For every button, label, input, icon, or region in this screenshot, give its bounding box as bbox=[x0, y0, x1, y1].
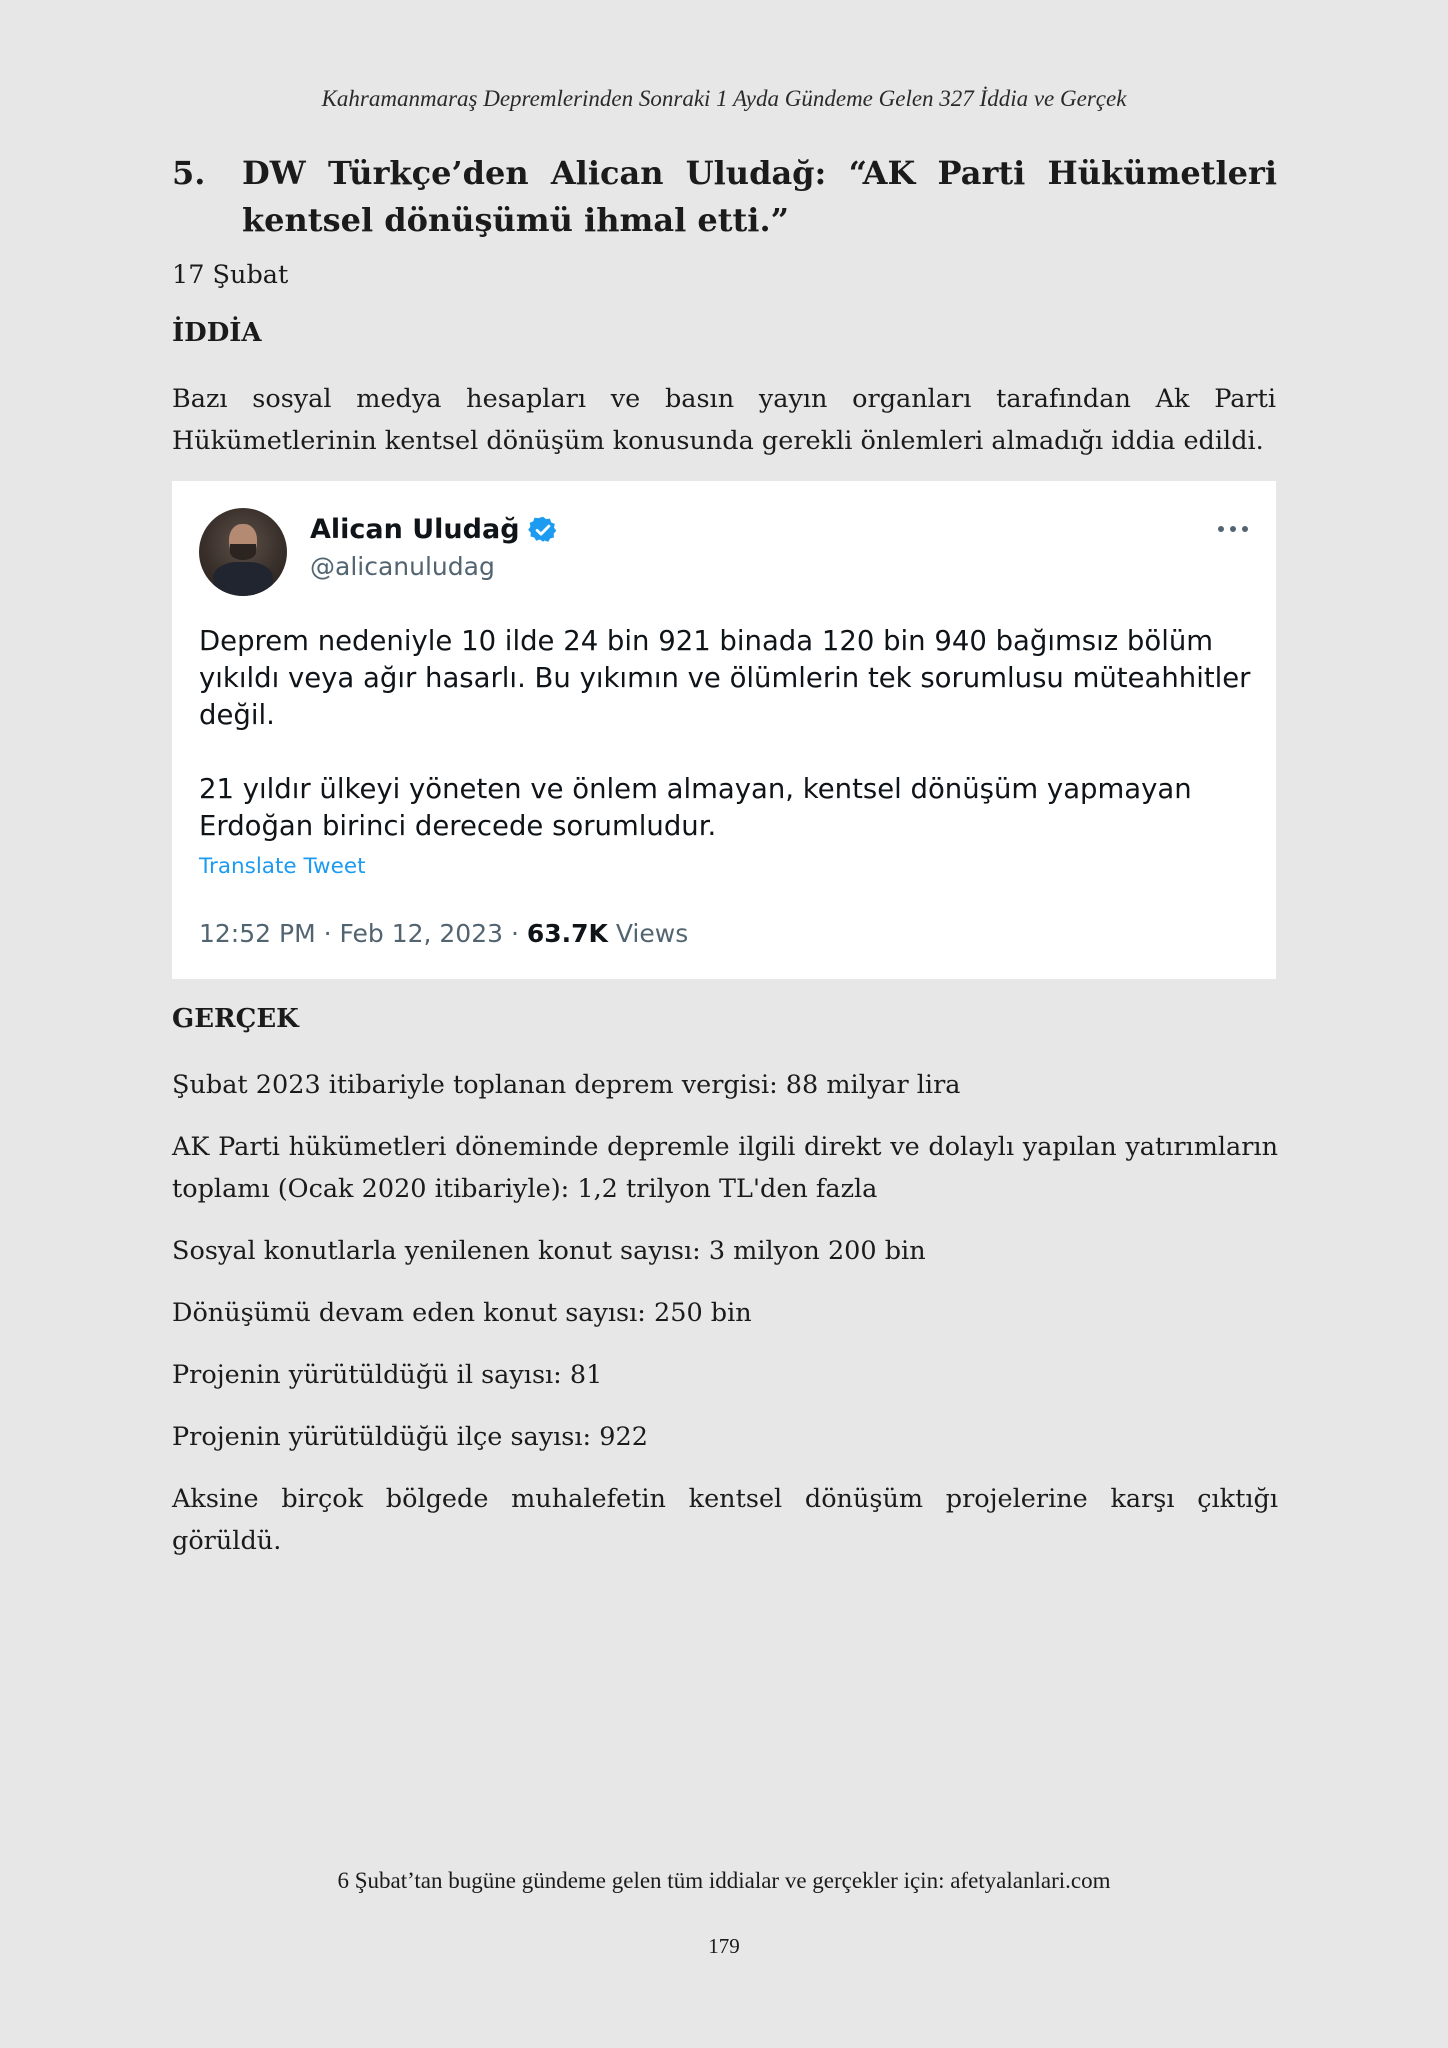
section-title: DW Türkçe’den Alican Uludağ: “AK Parti Hükümetleri kentsel dönüşümü ihmal etti.” bbox=[242, 154, 1277, 239]
more-options-icon[interactable] bbox=[1216, 521, 1250, 537]
section-heading bbox=[172, 150, 1277, 244]
tweet-author-name-text: Alican Uludağ bbox=[310, 514, 520, 545]
tweet-meta bbox=[199, 919, 688, 948]
tweet-timestamp[interactable]: 12:52 PM · Feb 12, 2023 · bbox=[199, 919, 527, 948]
tweet-card bbox=[172, 481, 1276, 979]
fact-item: Projenin yürütüldüğü ilçe sayısı: 922 bbox=[172, 1422, 648, 1452]
tweet-text: Deprem nedeniyle 10 ilde 24 bin 921 binada 120 bin 940 bağımsız bölüm yıkıldı veya ağır hasarlı. Bu yıkımın ve ölümlerin tek sorumlusu müteahhitler değil. 21 yıldır ülkeyi yöneten ve önlem almayan, kentsel dönüşüm yapmayan Erdoğan birinci derecede sorumludur. bbox=[199, 625, 1251, 842]
claim-text: Bazı sosyal medya hesapları ve basın yayın organları tarafından Ak Parti Hükümetlerinin kentsel dönüşüm konusunda gerekli önlemleri almadığı iddia edildi. bbox=[172, 384, 1276, 456]
running-header: Kahramanmaraş Depremlerinden Sonraki 1 Ayda Gündeme Gelen 327 İddia ve Gerçek bbox=[321, 86, 1127, 111]
fact-item: Şubat 2023 itibariyle toplanan deprem vergisi: 88 milyar lira bbox=[172, 1070, 961, 1100]
verified-badge-icon bbox=[528, 515, 558, 545]
avatar[interactable] bbox=[199, 508, 287, 596]
tweet-views-label: Views bbox=[607, 919, 689, 948]
fact-item: Projenin yürütüldüğü il sayısı: 81 bbox=[172, 1360, 603, 1390]
tweet-author-handle[interactable]: @alicanuludag bbox=[310, 552, 495, 581]
fact-label: GERÇEK bbox=[172, 1004, 299, 1034]
translate-tweet-link[interactable]: Translate Tweet bbox=[199, 854, 366, 879]
claim-label: İDDİA bbox=[172, 318, 262, 348]
tweet-author-name[interactable] bbox=[310, 514, 558, 545]
fact-item: AK Parti hükümetleri döneminde depremle ilgili direkt ve dolaylı yapılan yatırımların toplamı (Ocak 2020 itibariyle): 1,2 trilyon TL'den fazla bbox=[172, 1132, 1278, 1204]
section-date: 17 Şubat bbox=[172, 260, 289, 290]
footer-note: 6 Şubat’tan bugüne gündeme gelen tüm iddialar ve gerçekler için: afetyalanlari.com bbox=[337, 1868, 1111, 1893]
tweet-views-count: 63.7K bbox=[526, 919, 608, 948]
section-number: 5. bbox=[172, 154, 206, 192]
fact-item: Aksine birçok bölgede muhalefetin kentsel dönüşüm projelerine karşı çıktığı görüldü. bbox=[172, 1484, 1278, 1556]
page-number: 179 bbox=[708, 1934, 740, 1958]
fact-item: Dönüşümü devam eden konut sayısı: 250 bin bbox=[172, 1298, 752, 1328]
fact-item: Sosyal konutlarla yenilenen konut sayısı: 3 milyon 200 bin bbox=[172, 1236, 926, 1266]
